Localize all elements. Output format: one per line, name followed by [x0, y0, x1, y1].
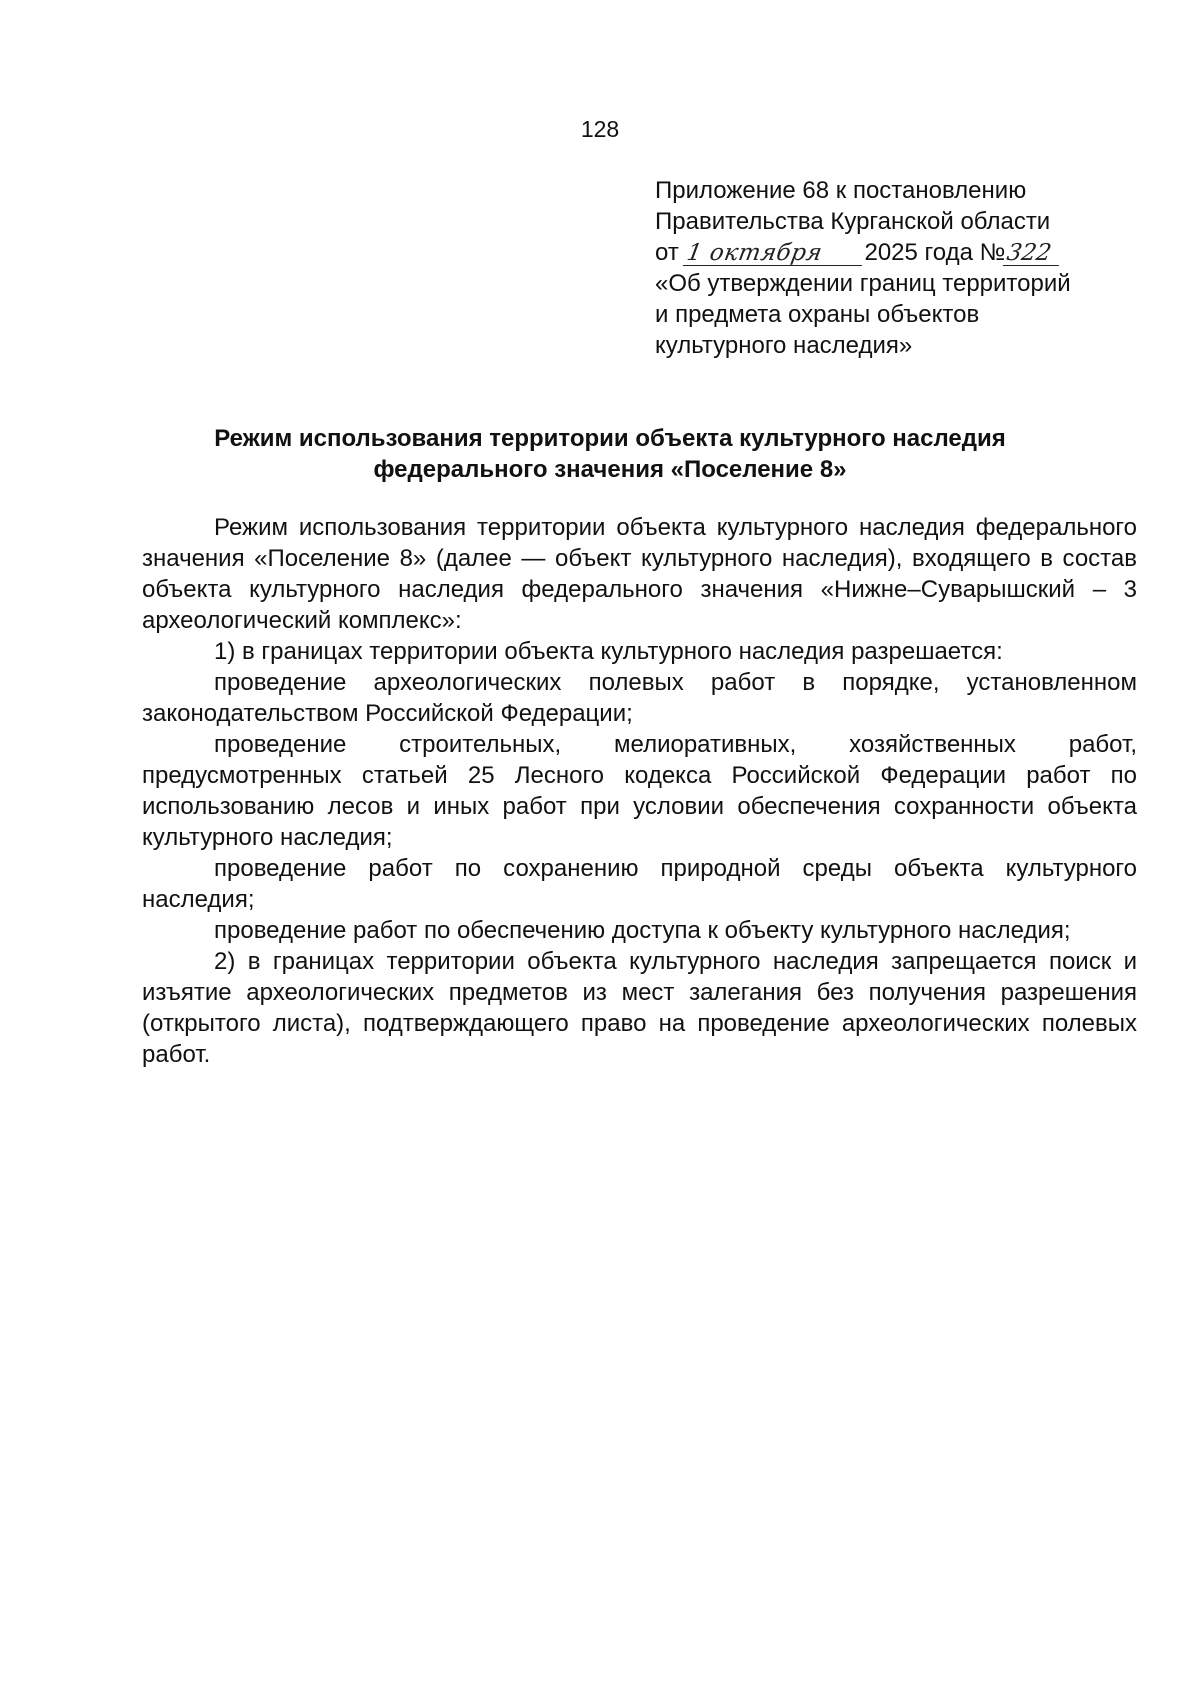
title-line-1: Режим использования территории объекта культурного наследия — [214, 425, 1006, 452]
paragraph-intro: Режим использования территории объекта культурного наследия федерального значения «Поселение 8» (далее — объект культурного наследия), входящего в состав объекта культурного наследия федерального значения «Нижне–Суварышский – 3 археологический комплекс»: — [142, 514, 1137, 634]
appendix-line-4: «Об утверждении границ территорий — [655, 270, 1071, 297]
appendix-line-6: культурного наследия» — [655, 332, 913, 359]
appendix-line-5: и предмета охраны объектов — [655, 301, 980, 328]
date-prefix: от — [655, 239, 679, 266]
handwritten-number: 322 — [1003, 241, 1063, 266]
paragraph-construction-works: проведение строительных, мелиоративных, хозяйственных работ, предусмотренных статьей 25 Лесного кодекса Российской Федерации работ по использованию лесов и иных работ при условии обеспечения сохранности объекта культурного наследия; — [142, 731, 1137, 851]
handwritten-date: 1 октября — [683, 241, 866, 266]
paragraph-environment-works: проведение работ по сохранению природной среды объекта культурного наследия; — [142, 855, 1137, 913]
appendix-date-line — [655, 237, 1175, 268]
title-line-2: федерального значения «Поселение 8» — [373, 456, 847, 483]
page-number: 128 — [580, 116, 620, 142]
paragraph-item-2: 2) в границах территории объекта культурного наследия запрещается поиск и изъятие археологических предметов из мест залегания без получения разрешения (открытого листа), подтверждающего право на проведение археологических полевых работ. — [142, 948, 1137, 1068]
appendix-line-2: Правительства Курганской области — [655, 208, 1051, 235]
appendix-line-1: Приложение 68 к постановлению — [655, 177, 1027, 204]
document-body — [142, 512, 1137, 1070]
paragraph-item-1: 1) в границах территории объекта культурного наследия разрешается: — [214, 638, 1003, 665]
paragraph-access-works: проведение работ по обеспечению доступа к объекту культурного наследия; — [214, 917, 1071, 944]
appendix-header — [655, 175, 1175, 361]
document-title — [140, 423, 1080, 485]
year-text: 2025 года № — [864, 239, 1006, 266]
paragraph-archaeological-works: проведение археологических полевых работ в порядке, установленном законодательством Российской Федерации; — [142, 669, 1137, 727]
